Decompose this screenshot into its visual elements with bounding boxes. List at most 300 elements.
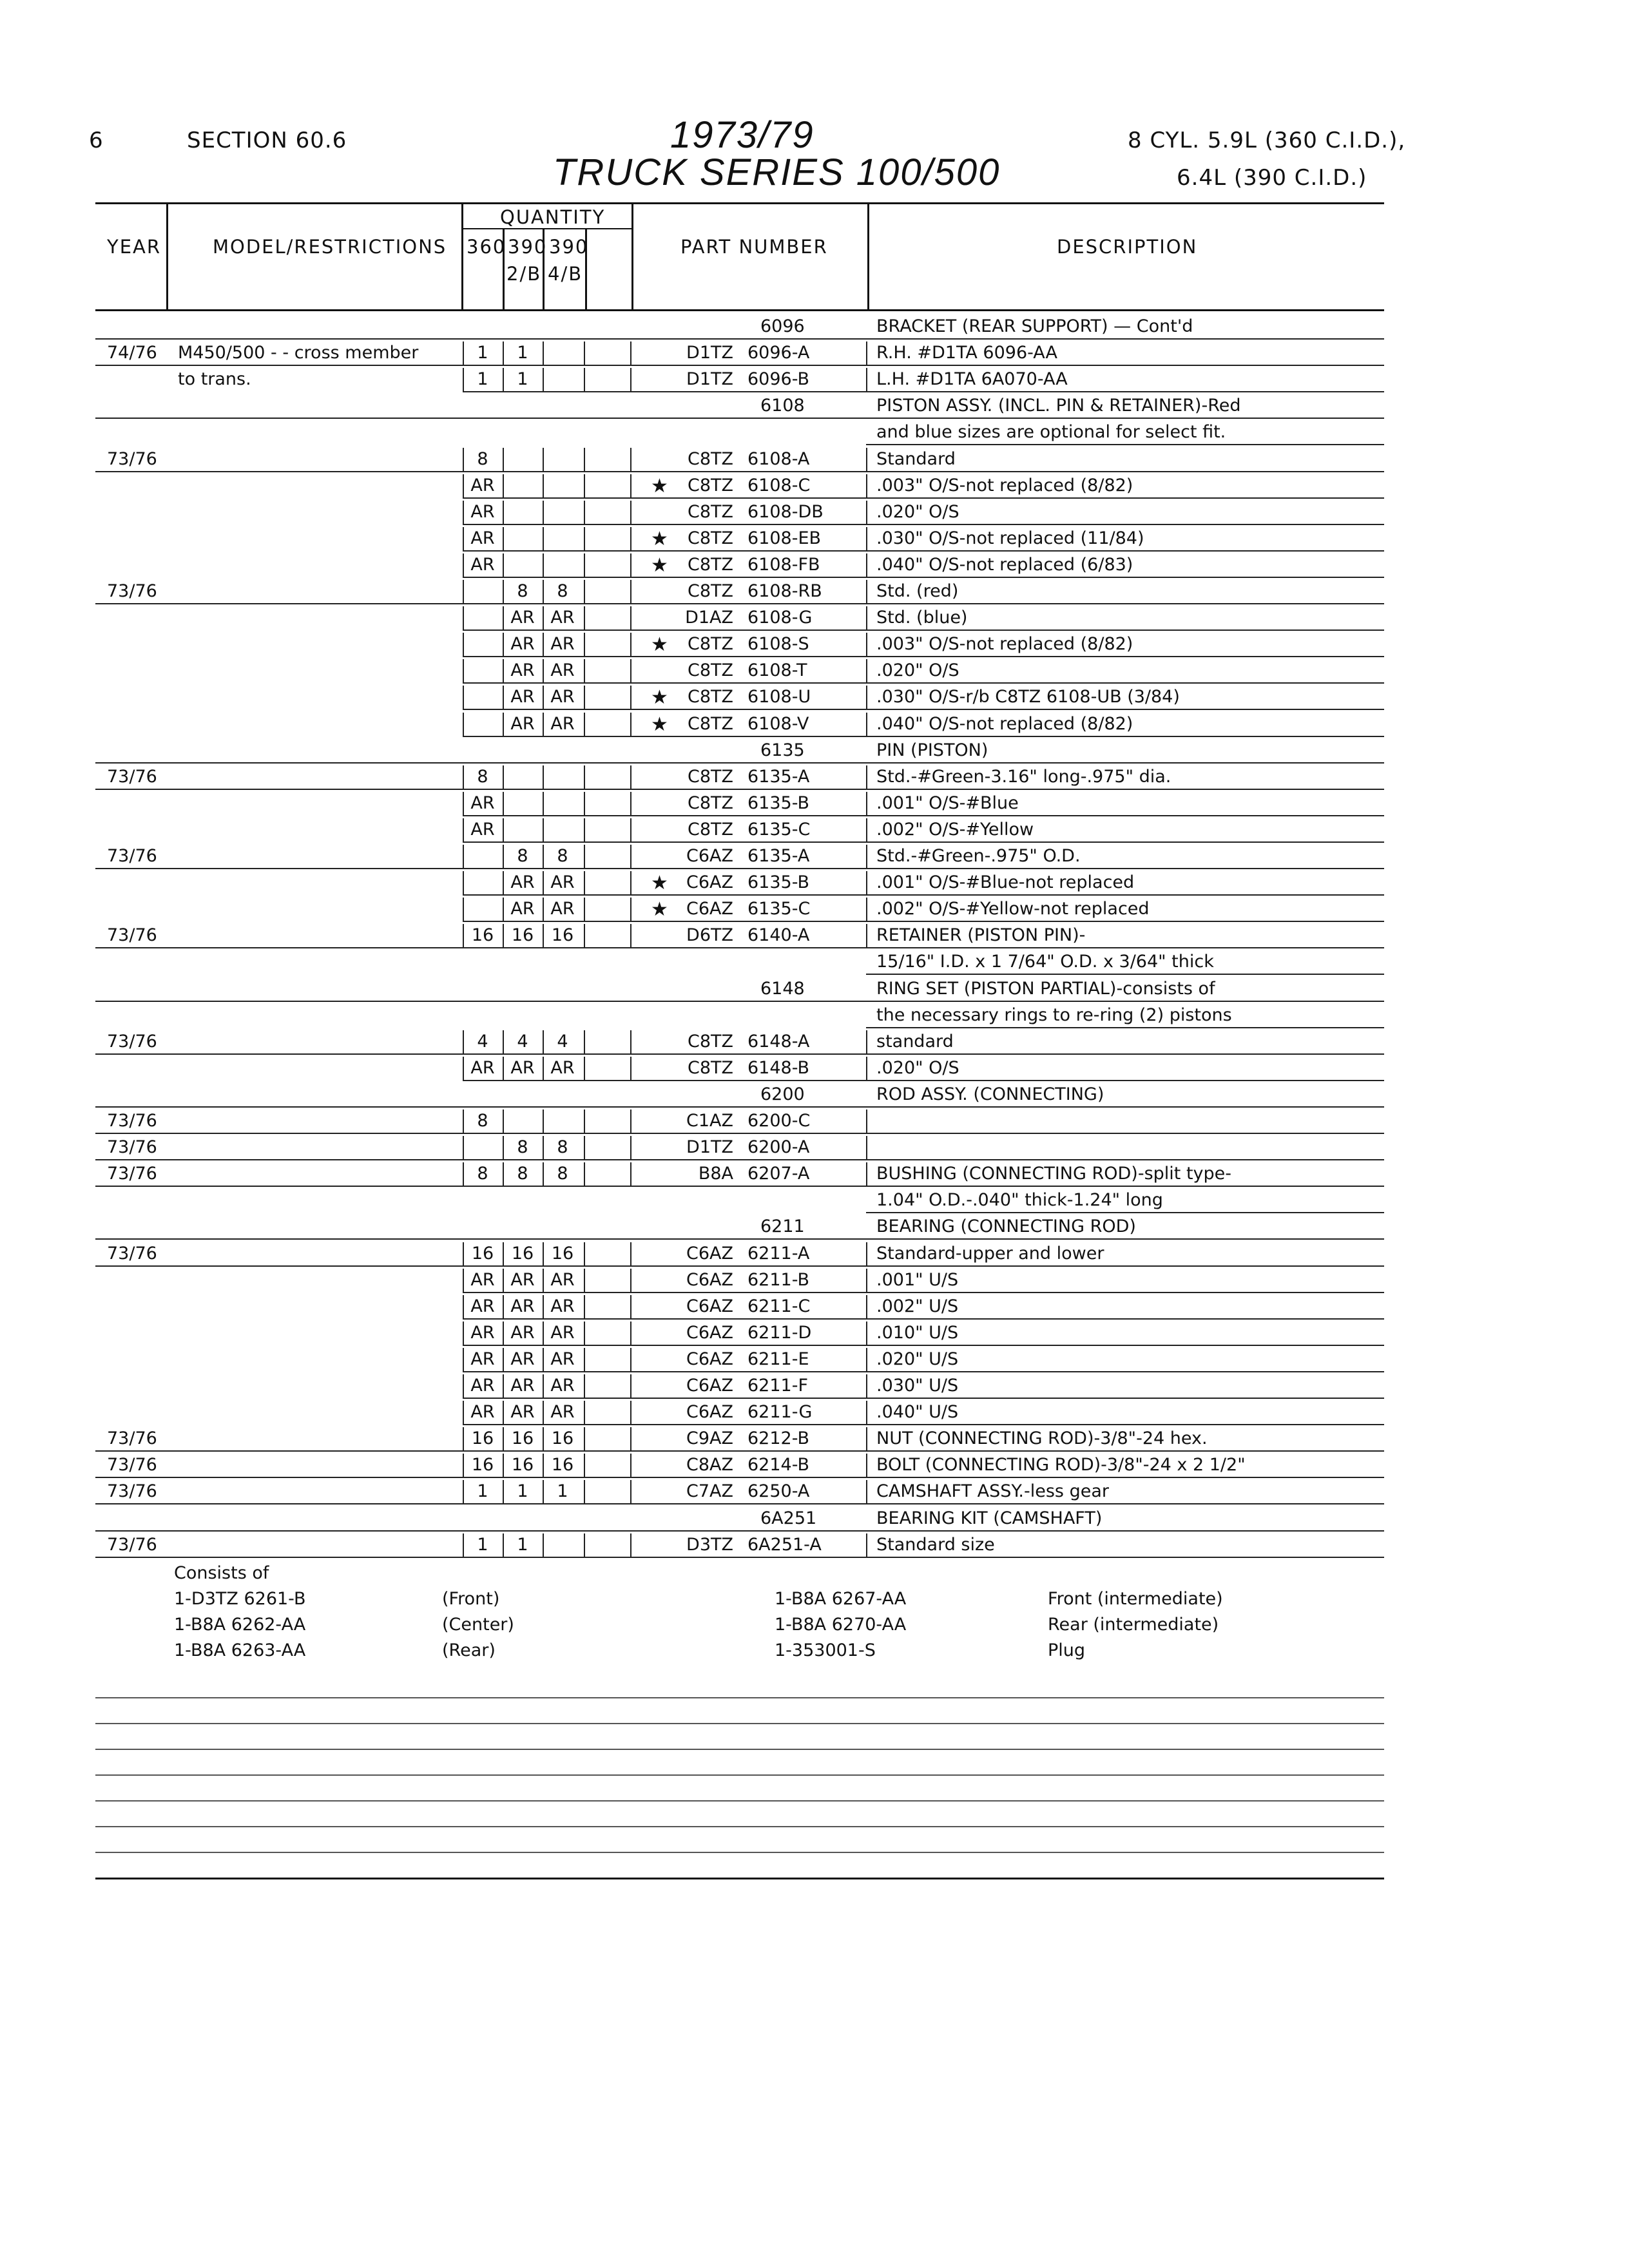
cell-border (630, 474, 631, 497)
part-number-base: 6135-A (747, 766, 810, 787)
table-row (95, 578, 1384, 604)
row-year: 73/76 (107, 1428, 157, 1449)
row-year: 73/76 (107, 925, 157, 946)
cell-border (543, 368, 544, 391)
table-row (95, 790, 1384, 816)
part-description: .030" U/S (876, 1376, 959, 1396)
row-quantity: AR (510, 872, 535, 893)
cell-border (866, 474, 867, 497)
row-quantity: AR (470, 554, 495, 575)
part-number-base: 6211-F (747, 1376, 808, 1396)
part-number-base: 6135-C (747, 899, 811, 919)
row-quantity: 1 (477, 343, 488, 363)
row-quantity: 16 (471, 1243, 494, 1264)
table-row (95, 1028, 1384, 1055)
description-continuation-row (95, 419, 1384, 445)
superseded-star-icon: ★ (651, 474, 668, 497)
row-year: 73/76 (107, 581, 157, 601)
row-quantity: 8 (557, 846, 568, 866)
row-year: 73/76 (107, 1243, 157, 1264)
superseded-star-icon: ★ (651, 713, 668, 736)
table-row (95, 446, 1384, 472)
part-number-base: 6207-A (747, 1164, 810, 1184)
row-year: 73/76 (107, 1455, 157, 1475)
part-number-base: 6140-A (747, 925, 810, 946)
part-number-base: 6212-B (747, 1428, 810, 1449)
part-number-base: 6108-T (747, 660, 807, 681)
row-year: 73/76 (107, 1481, 157, 1502)
engine-line-2: 6.4L (390 C.I.D.) (1177, 165, 1367, 191)
consists-part: 1-B8A 6267-AA (775, 1589, 907, 1609)
part-description: .001" O/S-#Blue (876, 793, 1019, 813)
table-row (95, 657, 1384, 684)
page-number: 6 (89, 128, 104, 153)
cell-border (463, 898, 464, 921)
table-row (95, 631, 1384, 657)
row-quantity: AR (510, 1296, 535, 1316)
cell-border (866, 686, 867, 709)
cell-border (866, 871, 867, 894)
cell-border (503, 501, 504, 524)
cell-border (866, 1427, 867, 1450)
table-row (95, 684, 1384, 710)
row-quantity: 16 (511, 925, 534, 946)
part-number-prefix: C8TZ (687, 475, 733, 495)
cell-border (463, 633, 464, 656)
row-quantity: AR (510, 899, 535, 919)
cell-border (503, 448, 504, 471)
part-description: BUSHING (CONNECTING ROD)-split type- (876, 1164, 1232, 1184)
cell-border (630, 818, 631, 841)
part-number-base: 6108-U (747, 687, 811, 707)
row-quantity: AR (550, 1296, 575, 1316)
row-quantity: 4 (477, 1031, 488, 1052)
part-description-continued: the necessary rings to re-ring (2) pistons (876, 1004, 1232, 1025)
row-quantity: AR (550, 1402, 575, 1423)
part-number-prefix: D1TZ (686, 343, 733, 363)
row-underline (95, 1557, 1384, 1558)
base-part-row (95, 1081, 1384, 1108)
table-row (95, 922, 1384, 948)
row-quantity: 16 (551, 1428, 574, 1449)
row-quantity: AR (550, 1349, 575, 1369)
col-header-390-2b-sub: 2/B (506, 263, 542, 285)
row-year: 73/76 (107, 448, 157, 469)
cell-border (503, 474, 504, 497)
cell-border (584, 713, 585, 736)
cell-border (866, 792, 867, 815)
cell-border (584, 368, 585, 391)
cell-border (866, 1136, 867, 1159)
part-number-base: 6214-B (747, 1455, 810, 1475)
cell-border (866, 1295, 867, 1318)
cell-border (630, 341, 631, 365)
cell-border (630, 1374, 631, 1398)
cell-border (584, 448, 585, 471)
cell-border (630, 713, 631, 736)
part-description: .040" O/S-not replaced (6/83) (876, 554, 1133, 575)
part-description: Standard size (876, 1534, 995, 1555)
table-row (95, 869, 1384, 896)
cell-border (630, 1427, 631, 1450)
row-quantity: AR (550, 634, 575, 655)
cell-border (543, 474, 544, 497)
cell-border (584, 527, 585, 550)
cell-border (543, 792, 544, 815)
part-number-base: 6135-B (747, 793, 810, 813)
part-description-continued: and blue sizes are optional for select fit. (876, 422, 1226, 443)
row-quantity: 1 (477, 1481, 488, 1502)
part-group-name: BEARING KIT (CAMSHAFT) (876, 1508, 1103, 1528)
part-group-name: ROD ASSY. (CONNECTING) (876, 1084, 1104, 1104)
part-description: .002" O/S-#Yellow (876, 819, 1034, 840)
table-row (95, 1055, 1384, 1081)
cell-border (630, 1348, 631, 1371)
cell-border (503, 1110, 504, 1133)
row-model-restriction: M450/500 - - cross member (178, 343, 419, 363)
row-quantity: AR (550, 1269, 575, 1290)
cell-border (630, 1269, 631, 1292)
part-description: .040" U/S (876, 1402, 959, 1423)
part-number-base: 6211-B (747, 1269, 810, 1290)
row-quantity: AR (510, 608, 535, 628)
cell-border (630, 1136, 631, 1159)
row-quantity: 8 (477, 448, 488, 469)
part-number-base: 6200-C (747, 1111, 811, 1131)
basic-part-number: 6108 (760, 396, 805, 416)
base-part-row (95, 392, 1384, 419)
row-quantity: 8 (517, 1164, 528, 1184)
table-row (95, 472, 1384, 499)
cell-border (584, 1242, 585, 1265)
row-quantity: 8 (477, 1111, 488, 1131)
consists-part: 1-D3TZ 6261-B (174, 1589, 306, 1609)
row-quantity: AR (550, 660, 575, 681)
part-number-prefix: C8TZ (687, 687, 733, 707)
part-number-base: 6211-D (747, 1322, 812, 1343)
table-row (95, 604, 1384, 631)
part-group-name: BEARING (CONNECTING ROD) (876, 1216, 1136, 1237)
part-number-prefix: C8TZ (687, 581, 733, 601)
cell-border (584, 1162, 585, 1186)
description-continuation-row (95, 1187, 1384, 1213)
part-number-prefix: C8TZ (687, 448, 733, 469)
part-description: Std. (blue) (876, 608, 968, 628)
part-number-prefix: C6AZ (686, 872, 733, 893)
cell-border (866, 713, 867, 736)
row-quantity: AR (550, 1376, 575, 1396)
row-quantity: AR (550, 899, 575, 919)
part-description: .020" O/S (876, 501, 959, 522)
row-quantity: AR (550, 1322, 575, 1343)
cell-border (866, 1030, 867, 1053)
table-row (95, 816, 1384, 843)
row-quantity: AR (510, 634, 535, 655)
row-quantity: 16 (511, 1243, 534, 1264)
col-header-quantity: QUANTITY (500, 206, 606, 228)
cell-border (543, 448, 544, 471)
cell-border (503, 818, 504, 841)
consists-part: 1-B8A 6263-AA (174, 1640, 306, 1660)
cell-border (866, 1480, 867, 1503)
part-number-prefix: B8A (698, 1164, 733, 1184)
col-divider (166, 204, 168, 309)
blank-ruled-line (95, 1774, 1384, 1776)
part-number-base: 6250-A (747, 1481, 810, 1502)
table-row (95, 711, 1384, 737)
part-number-prefix: C6AZ (686, 1296, 733, 1316)
blank-ruled-line (95, 1723, 1384, 1724)
part-number-prefix: C8TZ (687, 793, 733, 813)
cell-border (463, 713, 464, 736)
cell-border (584, 580, 585, 603)
table-row (95, 1134, 1384, 1160)
superseded-star-icon: ★ (651, 527, 668, 550)
part-number-base: 6A251-A (747, 1534, 822, 1555)
col-header-390-4b: 390 (549, 236, 589, 258)
cell-border (630, 924, 631, 947)
row-quantity: AR (470, 1402, 495, 1423)
cell-border (866, 1374, 867, 1398)
part-number-prefix: C8TZ (687, 528, 733, 548)
cell-border (630, 1321, 631, 1345)
table-row (95, 340, 1384, 366)
cell-border (866, 501, 867, 524)
part-description: RETAINER (PISTON PIN)- (876, 925, 1086, 946)
part-group-name: BRACKET (REAR SUPPORT) — Cont'd (876, 316, 1193, 336)
cell-border (630, 606, 631, 629)
cell-border (630, 1480, 631, 1503)
cell-border (584, 659, 585, 682)
base-part-row (95, 1505, 1384, 1532)
cell-border (866, 580, 867, 603)
table-row (95, 896, 1384, 922)
cell-border (584, 1110, 585, 1133)
cell-border (463, 871, 464, 894)
part-number-prefix: C8TZ (687, 501, 733, 522)
cell-border (543, 1110, 544, 1133)
row-quantity: 8 (517, 1137, 528, 1158)
table-row (95, 499, 1384, 525)
cell-border (584, 924, 585, 947)
part-number-base: 6135-A (747, 846, 810, 866)
part-description: Standard (876, 448, 956, 469)
part-number-prefix: C6AZ (686, 1269, 733, 1290)
part-description: R.H. #D1TA 6096-AA (876, 343, 1057, 363)
row-quantity: 16 (551, 925, 574, 946)
part-number-prefix: C8TZ (687, 1057, 733, 1078)
row-quantity: 8 (477, 766, 488, 787)
row-quantity: 8 (517, 581, 528, 601)
cell-border (630, 792, 631, 815)
row-quantity: 16 (551, 1243, 574, 1264)
part-number-prefix: D1AZ (685, 608, 733, 628)
part-description: .010" U/S (876, 1322, 959, 1343)
row-quantity: 16 (511, 1428, 534, 1449)
part-number-base: 6211-G (747, 1402, 813, 1423)
row-quantity: AR (550, 687, 575, 707)
cell-border (463, 659, 464, 682)
row-year: 73/76 (107, 1164, 157, 1184)
cell-border (630, 659, 631, 682)
basic-part-number: 6135 (760, 740, 805, 760)
cell-border (866, 606, 867, 629)
cell-border (584, 818, 585, 841)
row-year: 73/76 (107, 1534, 157, 1555)
part-number-prefix: C9AZ (686, 1428, 733, 1449)
cell-border (463, 686, 464, 709)
cell-border (866, 1454, 867, 1477)
row-year: 73/76 (107, 846, 157, 866)
cell-border (584, 341, 585, 365)
cell-border (866, 818, 867, 841)
part-description: Std. (red) (876, 581, 959, 601)
table-row (95, 366, 1384, 392)
cell-border (630, 368, 631, 391)
row-quantity: AR (510, 687, 535, 707)
cell-border (866, 1057, 867, 1080)
col-header-description: DESCRIPTION (1057, 236, 1198, 258)
quantity-subrule (461, 228, 631, 229)
cell-border (543, 527, 544, 550)
cell-border (584, 792, 585, 815)
row-quantity: 4 (557, 1031, 568, 1052)
table-row (95, 1372, 1384, 1399)
part-description: .040" O/S-not replaced (8/82) (876, 713, 1133, 734)
row-quantity: AR (470, 1057, 495, 1078)
cell-border (866, 368, 867, 391)
cell-border (584, 633, 585, 656)
row-quantity: AR (470, 528, 495, 548)
cell-border (630, 448, 631, 471)
table-row (95, 764, 1384, 790)
part-number-base: 6135-B (747, 872, 810, 893)
row-quantity: AR (470, 1322, 495, 1343)
cell-border (584, 1321, 585, 1345)
cell-border (866, 553, 867, 577)
consists-position: (Center) (442, 1615, 514, 1635)
cell-border (503, 792, 504, 815)
part-number-base: 6108-A (747, 448, 810, 469)
cell-border (584, 765, 585, 789)
part-description: .002" U/S (876, 1296, 959, 1316)
blank-ruled-line (95, 1852, 1384, 1853)
part-number-base: 6108-DB (747, 501, 824, 522)
part-description: BOLT (CONNECTING ROD)-3/8"-24 x 2 1/2" (876, 1455, 1246, 1475)
part-number-prefix: C8TZ (687, 634, 733, 655)
consists-part: 1-353001-S (775, 1640, 876, 1660)
col-header-390-4b-sub: 4/B (548, 263, 583, 285)
row-quantity: 16 (471, 925, 494, 946)
part-number-prefix: C6AZ (686, 1349, 733, 1369)
part-number-prefix: C1AZ (686, 1111, 733, 1131)
cell-border (630, 1030, 631, 1053)
description-continuation-row (95, 948, 1384, 975)
part-number-base: 6108-S (747, 634, 809, 655)
row-quantity: AR (470, 1349, 495, 1369)
table-top-rule (95, 202, 1384, 204)
col-header-390-2b: 390 (508, 236, 548, 258)
table-row (95, 1425, 1384, 1452)
row-year: 73/76 (107, 1111, 157, 1131)
part-description: .030" O/S-r/b C8TZ 6108-UB (3/84) (876, 687, 1180, 707)
base-part-row (95, 313, 1384, 340)
cell-border (630, 845, 631, 868)
table-row (95, 1267, 1384, 1293)
row-quantity: AR (510, 1269, 535, 1290)
cell-border (584, 1427, 585, 1450)
cell-border (584, 553, 585, 577)
part-description: .001" U/S (876, 1269, 959, 1290)
cell-border (866, 845, 867, 868)
cell-border (584, 1295, 585, 1318)
part-description: Std.-#Green-.975" O.D. (876, 846, 1081, 866)
part-number-base: 6108-G (747, 608, 813, 628)
superseded-star-icon: ★ (651, 872, 668, 895)
cell-border (584, 1269, 585, 1292)
row-quantity: AR (510, 1376, 535, 1396)
cell-border (866, 765, 867, 789)
cell-border (543, 765, 544, 789)
part-description: NUT (CONNECTING ROD)-3/8"-24 hex. (876, 1428, 1208, 1449)
row-quantity: 1 (477, 369, 488, 390)
cell-border (630, 553, 631, 577)
engine-line-1: 8 CYL. 5.9L (360 C.I.D.), (1128, 128, 1406, 153)
cell-border (584, 1030, 585, 1053)
cell-border (584, 1533, 585, 1557)
consists-label: Consists of (174, 1563, 269, 1583)
consists-position: Front (intermediate) (1048, 1589, 1223, 1609)
cell-border (503, 765, 504, 789)
cell-border (630, 1401, 631, 1424)
row-quantity: AR (470, 475, 495, 495)
part-number-prefix: C6AZ (686, 1402, 733, 1423)
part-number-prefix: C8TZ (687, 554, 733, 575)
col-header-360: 360 (467, 236, 506, 258)
part-description: CAMSHAFT ASSY.-less gear (876, 1481, 1109, 1502)
cell-border (543, 341, 544, 365)
cell-border (630, 527, 631, 550)
cell-border (584, 1401, 585, 1424)
row-quantity: 1 (517, 1534, 528, 1555)
cell-border (630, 1242, 631, 1265)
cell-border (866, 527, 867, 550)
cell-border (584, 1374, 585, 1398)
part-number-base: 6096-B (747, 369, 810, 390)
table-row (95, 1240, 1384, 1267)
col-divider (461, 204, 463, 309)
row-quantity: AR (470, 501, 495, 522)
cell-border (630, 1057, 631, 1080)
base-part-row (95, 1213, 1384, 1240)
part-description: Std.-#Green-3.16" long-.975" dia. (876, 766, 1171, 787)
table-row (95, 552, 1384, 578)
table-row (95, 1160, 1384, 1187)
row-year: 73/76 (107, 766, 157, 787)
cell-border (584, 845, 585, 868)
description-continuation-row (95, 1002, 1384, 1028)
consists-position: Plug (1048, 1640, 1086, 1660)
part-number-base: 6211-C (747, 1296, 811, 1316)
table-header-rule (95, 309, 1384, 311)
table-row (95, 1346, 1384, 1372)
part-number-base: 6148-B (747, 1057, 810, 1078)
part-number-prefix: C7AZ (686, 1481, 733, 1502)
table-row (95, 843, 1384, 869)
part-description: .020" U/S (876, 1349, 959, 1369)
row-quantity: AR (470, 1376, 495, 1396)
row-quantity: AR (470, 1269, 495, 1290)
